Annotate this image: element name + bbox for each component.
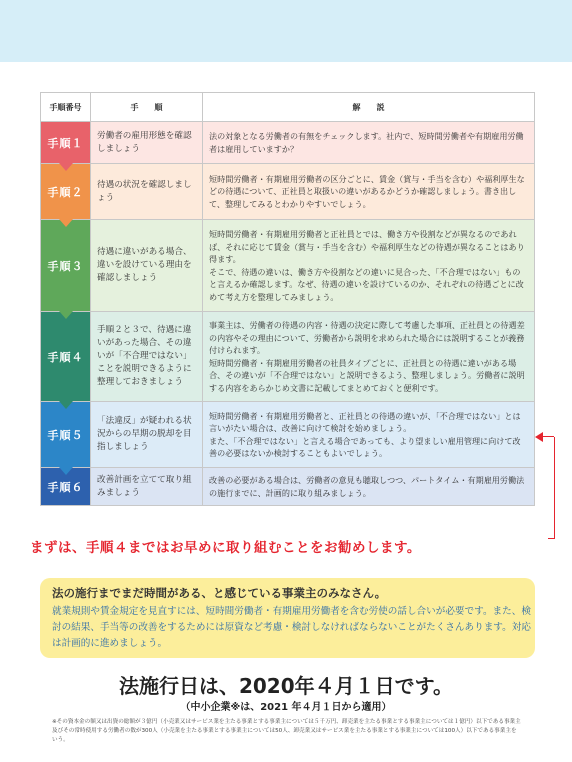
procedure-cell: 待遇の状況を確認しましょう bbox=[91, 164, 203, 220]
note-body: 就業規則や賃金規定を見直すには、短時間労働者・有期雇用労働者を含む労使の話し合いが必要です。また、検討の結果、手当等の改善をするためには原資など考慮・検討しなければならないことがたくさんあります。対応は計画的に進めましょう。 bbox=[52, 606, 531, 649]
procedure-cell: 手順２と３で、待遇に違いがあった場合、その違いが「不合理ではない」ことを説明できるように整理しておきましょう bbox=[91, 312, 203, 402]
procedure-cell: 待遇に違いがある場合、違いを設けている理由を確認しましょう bbox=[91, 220, 203, 312]
table-header-row bbox=[41, 93, 535, 122]
explanation-cell: 改善の必要がある場合は、労働者の意見も聴取しつつ、パートタイム・有期雇用労働法の施行までに、計画的に取り組みましょう。 bbox=[203, 468, 535, 506]
callout-text: まずは、手順４まではお早めに取り組むことをお勧めします。 bbox=[30, 540, 421, 556]
table-row bbox=[41, 468, 535, 506]
step-badge bbox=[41, 312, 91, 402]
footnote: ※その資本金の額又は出資の総額が３億円（小売業又はサービス業を主たる事業とする事業主については５千万円、卸売業を主たる事業とする事業主については１億円）以下である事業主及びその常時使用する労働者の数が300人（小売業を主たる事業とする事業主については50人、卸売業又はサービス業を主たる事業とする事業主については100人）以下である事業主をいう。 bbox=[52, 719, 521, 743]
table-row bbox=[41, 402, 535, 468]
down-arrow-icon bbox=[59, 219, 73, 227]
step-badge bbox=[41, 122, 91, 164]
down-arrow-icon bbox=[59, 163, 73, 171]
procedure-cell: 「法違反」が疑われる状況からの早期の脱却を目指しましょう bbox=[91, 402, 203, 468]
note-title: 法の施行までまだ時間がある、と感じている事業主のみなさん。 bbox=[52, 586, 387, 600]
step-label: 手順４ bbox=[47, 350, 84, 364]
down-arrow-icon bbox=[59, 401, 73, 409]
header-band bbox=[0, 0, 572, 62]
explanation-cell: 短時間労働者・有期雇用労働者と正社員とでは、働き方や役割などが異なるのであれば、それに応じて賃金（賞与・手当を含む）や福利厚生などの待遇が異なることはあり得ます。 そこで、待遇の違いは、働き方や役割などの違いに見合った、「不合理ではない」ものと言えるか確認します。なぜ、待遇の違いを設けているのか、それぞれの待遇ごとに改めて考え方を整理してみましょう。 bbox=[203, 220, 535, 312]
table-row bbox=[41, 312, 535, 402]
header-step-number: 手順番号 bbox=[41, 93, 91, 122]
step-badge bbox=[41, 402, 91, 468]
callout-bracket bbox=[548, 437, 555, 539]
down-arrow-icon bbox=[59, 467, 73, 475]
step-label: 手順３ bbox=[47, 259, 84, 273]
explanation-cell: 法の対象となる労働者の有無をチェックします。社内で、短時間労働者や有期雇用労働者は雇用していますか？ bbox=[203, 122, 535, 164]
table-row bbox=[41, 220, 535, 312]
table-row bbox=[41, 164, 535, 220]
explanation-cell: 事業主は、労働者の待遇の内容・待遇の決定に際して考慮した事項、正社員との待遇差の内容やその理由について、労働者から説明を求められた場合には説明することが義務付けられます。 短時間労働者・有期雇用労働者の社員タイプごとに、正社員との待遇に違いがある場合、その違いが「不合理ではない」と説明できるよう、整理しましょう。労働者に説明する内容をあらかじめ文書に記載してまとめておくと便利です。 bbox=[203, 312, 535, 402]
steps-table bbox=[40, 92, 535, 506]
explanation-cell: 短時間労働者・有期雇用労働者と、正社員との待遇の違いが、「不合理ではない」とは言いがたい場合は、改善に向けて検討を始めましょう。 また、「不合理ではない」と言える場合であっても、より望ましい雇用管理に向けて改善の必要はないか検討することもよいでしょう。 bbox=[203, 402, 535, 468]
step-label: 手順２ bbox=[47, 185, 84, 199]
effective-date-headline: 法施行日は、2020年４月１日です。 bbox=[118, 674, 454, 698]
procedure-cell: 改善計画を立てて取り組みましょう bbox=[91, 468, 203, 506]
down-arrow-icon bbox=[59, 311, 73, 319]
step-badge bbox=[41, 164, 91, 220]
procedure-cell: 労働者の雇用形態を確認しましょう bbox=[91, 122, 203, 164]
left-arrow-icon bbox=[535, 432, 543, 442]
step-label: 手順６ bbox=[47, 480, 84, 494]
table-row bbox=[41, 122, 535, 164]
explanation-cell: 短時間労働者・有期雇用労働者の区分ごとに、賃金（賞与・手当を含む）や福利厚生などの待遇について、正社員と取扱いの違いがあるかどうか確認しましょう。書き出して、整理してみるとわかりやすいでしょう。 bbox=[203, 164, 535, 220]
step-badge bbox=[41, 220, 91, 312]
step-label: 手順１ bbox=[47, 136, 84, 150]
header-procedure: 手 順 bbox=[91, 93, 203, 122]
header-explanation: 解 説 bbox=[203, 93, 535, 122]
step-label: 手順５ bbox=[47, 428, 84, 442]
sme-date-subline: （中小企業※は、2021 年４月１日から適用） bbox=[180, 702, 392, 713]
